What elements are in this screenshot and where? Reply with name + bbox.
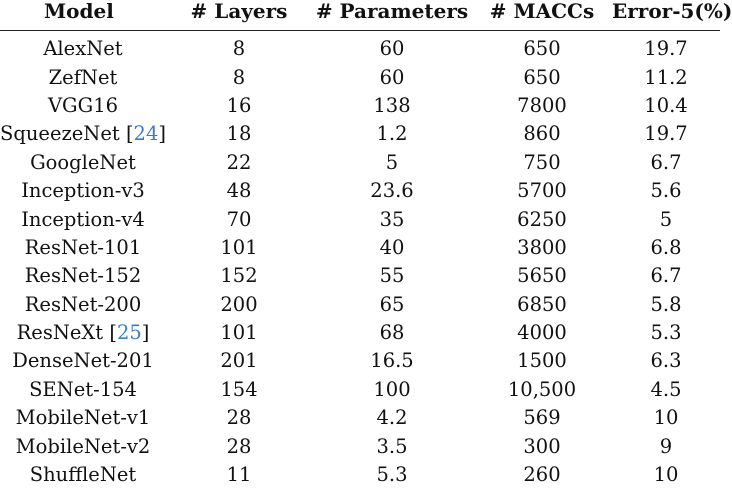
header-maccs: # MACCs — [472, 0, 612, 31]
cell-parameters: 40 — [312, 234, 472, 262]
cell-maccs: 4000 — [472, 319, 612, 347]
table-row — [0, 432, 720, 460]
cell-maccs: 5700 — [472, 177, 612, 205]
model-name: ResNet-101 — [25, 236, 141, 259]
cell-layers: 28 — [166, 404, 312, 432]
model-name: Inception-v4 — [21, 208, 145, 231]
cell-parameters: 60 — [312, 31, 472, 64]
cell-parameters: 5 — [312, 149, 472, 177]
table-row — [0, 177, 720, 205]
model-name: VGG16 — [48, 94, 118, 117]
table-body — [0, 31, 720, 489]
cell-model — [0, 177, 166, 205]
cell-maccs: 260 — [472, 461, 612, 489]
cell-parameters: 35 — [312, 205, 472, 233]
table-row — [0, 205, 720, 233]
cell-error: 10 — [612, 404, 720, 432]
cell-model — [0, 432, 166, 460]
cell-maccs: 300 — [472, 432, 612, 460]
model-name: SqueezeNet — [0, 122, 120, 145]
table-header — [0, 0, 720, 31]
cell-layers: 101 — [166, 234, 312, 262]
header-row — [0, 0, 720, 31]
citation-link[interactable]: 24 — [134, 122, 159, 145]
cell-parameters: 4.2 — [312, 404, 472, 432]
cell-maccs: 7800 — [472, 92, 612, 120]
cell-error: 9 — [612, 432, 720, 460]
cell-error: 6.3 — [612, 347, 720, 375]
table-row — [0, 347, 720, 375]
table-row — [0, 31, 720, 64]
cell-layers: 152 — [166, 262, 312, 290]
cell-layers: 70 — [166, 205, 312, 233]
cell-model — [0, 319, 166, 347]
cell-model — [0, 262, 166, 290]
cell-parameters: 3.5 — [312, 432, 472, 460]
table-row — [0, 92, 720, 120]
cell-maccs: 569 — [472, 404, 612, 432]
cell-error: 19.7 — [612, 120, 720, 148]
cell-model — [0, 234, 166, 262]
model-name: MobileNet-v1 — [16, 406, 151, 429]
table-row — [0, 149, 720, 177]
header-parameters: # Parameters — [312, 0, 472, 31]
cell-model — [0, 31, 166, 64]
model-name: ResNet-200 — [25, 293, 141, 316]
cell-model — [0, 205, 166, 233]
citation-bracket-close: ] — [142, 321, 150, 344]
cell-layers: 8 — [166, 63, 312, 91]
cell-parameters: 23.6 — [312, 177, 472, 205]
table-row — [0, 291, 720, 319]
model-name: DenseNet-201 — [12, 349, 154, 372]
cell-layers: 48 — [166, 177, 312, 205]
cell-error: 5.8 — [612, 291, 720, 319]
cell-layers: 8 — [166, 31, 312, 64]
citation-bracket-close: ] — [158, 122, 166, 145]
cell-model — [0, 291, 166, 319]
cell-parameters: 65 — [312, 291, 472, 319]
cell-error: 10.4 — [612, 92, 720, 120]
cell-maccs: 650 — [472, 31, 612, 64]
header-layers: # Layers — [166, 0, 312, 31]
cell-parameters: 5.3 — [312, 461, 472, 489]
cell-layers: 101 — [166, 319, 312, 347]
cell-error: 11.2 — [612, 63, 720, 91]
cell-model — [0, 376, 166, 404]
table-row — [0, 319, 720, 347]
cell-error: 6.7 — [612, 262, 720, 290]
table-row — [0, 234, 720, 262]
cell-model — [0, 120, 166, 148]
cell-maccs: 3800 — [472, 234, 612, 262]
cell-model — [0, 149, 166, 177]
model-name: MobileNet-v2 — [16, 435, 151, 458]
cell-model — [0, 92, 166, 120]
cell-layers: 11 — [166, 461, 312, 489]
cell-error: 10 — [612, 461, 720, 489]
cell-maccs: 6250 — [472, 205, 612, 233]
table-row — [0, 120, 720, 148]
cell-error: 5.3 — [612, 319, 720, 347]
cell-layers: 28 — [166, 432, 312, 460]
cell-model — [0, 63, 166, 91]
header-model: Model — [0, 0, 166, 31]
cell-parameters: 16.5 — [312, 347, 472, 375]
cell-layers: 18 — [166, 120, 312, 148]
cell-layers: 201 — [166, 347, 312, 375]
model-name: SENet-154 — [29, 378, 137, 401]
cell-layers: 200 — [166, 291, 312, 319]
cell-layers: 16 — [166, 92, 312, 120]
citation-bracket-open: [ — [126, 122, 134, 145]
cell-maccs: 6850 — [472, 291, 612, 319]
cell-error: 4.5 — [612, 376, 720, 404]
cell-maccs: 5650 — [472, 262, 612, 290]
table-row — [0, 404, 720, 432]
cell-parameters: 55 — [312, 262, 472, 290]
cell-error: 6.8 — [612, 234, 720, 262]
table-row — [0, 63, 720, 91]
cell-model — [0, 461, 166, 489]
cell-error: 19.7 — [612, 31, 720, 64]
cell-parameters: 60 — [312, 63, 472, 91]
model-name: ResNeXt — [17, 321, 104, 344]
citation-link[interactable]: 25 — [117, 321, 142, 344]
model-name: AlexNet — [43, 37, 122, 60]
model-name: ResNet-152 — [25, 264, 141, 287]
citation-bracket-open: [ — [109, 321, 117, 344]
model-name: ZefNet — [49, 66, 118, 89]
cell-model — [0, 404, 166, 432]
cell-parameters: 138 — [312, 92, 472, 120]
cell-layers: 154 — [166, 376, 312, 404]
cell-parameters: 1.2 — [312, 120, 472, 148]
cell-parameters: 100 — [312, 376, 472, 404]
cell-error: 5 — [612, 205, 720, 233]
header-error: Error-5(%) — [612, 0, 720, 31]
cell-maccs: 1500 — [472, 347, 612, 375]
cell-maccs: 750 — [472, 149, 612, 177]
cell-model — [0, 347, 166, 375]
cell-error: 6.7 — [612, 149, 720, 177]
cell-maccs: 860 — [472, 120, 612, 148]
cell-layers: 22 — [166, 149, 312, 177]
cell-maccs: 650 — [472, 63, 612, 91]
cell-error: 5.6 — [612, 177, 720, 205]
table-row — [0, 262, 720, 290]
model-name: Inception-v3 — [21, 179, 145, 202]
table-row — [0, 376, 720, 404]
model-name: ShuffleNet — [30, 463, 137, 486]
table-row — [0, 461, 720, 489]
model-name: GoogleNet — [30, 151, 136, 174]
cell-parameters: 68 — [312, 319, 472, 347]
cell-maccs: 10,500 — [472, 376, 612, 404]
